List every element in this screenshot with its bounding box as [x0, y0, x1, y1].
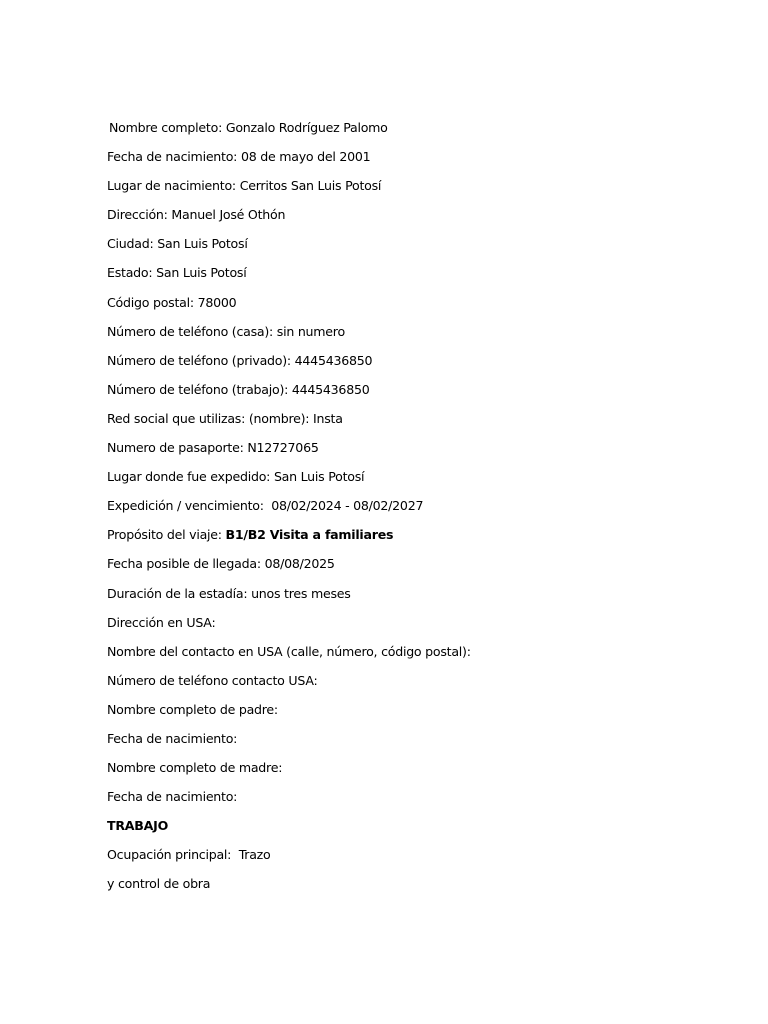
field-value: 4445436850	[291, 381, 370, 397]
field-label: Nombre completo de padre:	[107, 701, 278, 717]
field-label: Duración de la estadía:	[107, 585, 252, 601]
field-codigo-postal	[107, 293, 707, 322]
field-value: 08/02/2024 - 08/02/2027	[271, 498, 424, 514]
field-red-social	[107, 409, 707, 438]
field-label: Nombre completo:	[109, 120, 226, 135]
field-duracion-estadia	[107, 584, 707, 613]
field-value: Manuel José Othón	[171, 207, 286, 223]
field-telefono-casa	[107, 322, 707, 351]
field-label: Numero de pasaporte:	[107, 440, 248, 456]
field-value: Trazo	[238, 847, 271, 863]
field-fecha-nacimiento-padre	[107, 729, 707, 758]
field-telefono-trabajo	[107, 380, 707, 409]
field-nombre-padre	[107, 700, 707, 729]
field-ocupacion-continuacion	[107, 874, 707, 903]
form-fields	[107, 118, 707, 904]
field-direccion-usa	[107, 613, 707, 642]
field-label: Red social que utilizas: (nombre):	[107, 410, 314, 426]
field-value: Gonzalo Rodríguez Palomo	[225, 120, 388, 135]
field-contacto-usa	[107, 642, 707, 671]
field-label: Nombre completo de madre:	[107, 760, 283, 776]
field-label: Fecha posible de llegada:	[107, 556, 265, 572]
field-value: San Luis Potosí	[273, 469, 365, 485]
section-heading-trabajo	[107, 816, 707, 845]
field-label: Ocupación principal:	[107, 847, 239, 863]
field-ciudad	[107, 234, 707, 263]
field-label: Fecha de nacimiento:	[107, 789, 238, 805]
field-value: 08 de mayo del 2001	[240, 149, 371, 165]
field-numero-pasaporte	[107, 438, 707, 467]
field-label: Fecha de nacimiento:	[107, 149, 241, 165]
field-label: Fecha de nacimiento:	[107, 730, 238, 746]
field-value: Cerritos San Luis Potosí	[239, 178, 382, 194]
field-value: B1/B2 Visita a familiares	[225, 527, 394, 543]
field-label: Número de teléfono (casa):	[107, 323, 277, 339]
field-label: Ciudad:	[107, 236, 158, 252]
field-nombre-madre	[107, 758, 707, 787]
field-label: Dirección en USA:	[107, 614, 216, 630]
field-label: Lugar de nacimiento:	[107, 178, 240, 194]
field-telefono-privado	[107, 351, 707, 380]
field-direccion	[107, 205, 707, 234]
field-fecha-nacimiento-madre	[107, 787, 707, 816]
field-value: N12727065	[247, 440, 319, 456]
field-label: Número de teléfono contacto USA:	[107, 672, 318, 688]
field-value: San Luis Potosí	[156, 265, 247, 281]
field-lugar-nacimiento	[107, 176, 707, 205]
field-label: Número de teléfono (privado):	[107, 352, 295, 368]
field-label: Nombre del contacto en USA (calle, número, código postal):	[107, 643, 471, 659]
field-value: 08/08/2025	[264, 556, 335, 572]
section-heading: TRABAJO	[107, 818, 169, 834]
field-label: y control de obra	[107, 876, 211, 892]
field-estado	[107, 263, 707, 292]
field-telefono-contacto-usa	[107, 671, 707, 700]
field-label: Código postal:	[107, 294, 198, 310]
field-value: 78000	[197, 294, 237, 310]
field-value: unos tres meses	[251, 585, 351, 601]
field-label: Número de teléfono (trabajo):	[107, 381, 292, 397]
field-fecha-nacimiento	[107, 147, 707, 176]
field-value: 4445436850	[294, 352, 373, 368]
field-fecha-llegada	[107, 554, 707, 583]
field-label: Lugar donde fue expedido:	[107, 469, 274, 485]
field-lugar-expedicion	[107, 467, 707, 496]
field-label: Expedición / vencimiento:	[107, 498, 272, 514]
field-ocupacion-principal	[107, 845, 707, 874]
field-value: Insta	[313, 410, 343, 426]
field-nombre-completo	[107, 118, 707, 147]
field-value: San Luis Potosí	[157, 236, 248, 252]
field-label: Estado:	[107, 265, 157, 281]
field-label: Propósito del viaje:	[107, 527, 226, 543]
field-label: Dirección:	[107, 207, 172, 223]
field-expedicion-vencimiento	[107, 496, 707, 525]
field-value: sin numero	[276, 323, 345, 339]
field-proposito-viaje	[107, 525, 707, 554]
